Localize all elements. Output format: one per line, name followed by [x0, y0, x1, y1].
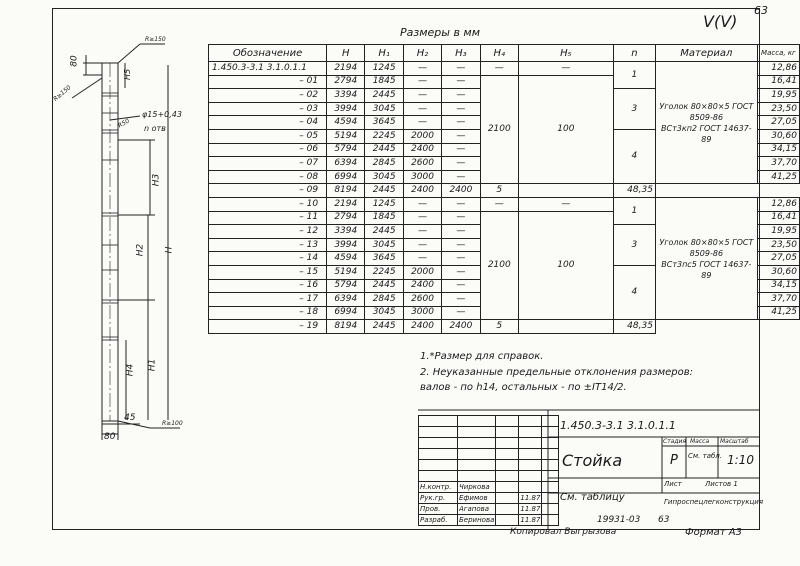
cell-h5: 100 — [518, 211, 613, 320]
cell-mass: 27,05 — [757, 252, 799, 266]
cell-material-empty — [518, 320, 613, 334]
cell-h2: 2600 — [403, 293, 441, 307]
footer-page-number: 63 — [658, 515, 670, 525]
cell-h1: 3645 — [365, 116, 403, 130]
cell-h5: — — [518, 62, 613, 76]
cell-h1: 3045 — [365, 238, 403, 252]
cell-h3: — — [442, 225, 480, 239]
cell-mass: 23,50 — [757, 238, 799, 252]
cell-h2: 3000 — [403, 170, 441, 184]
cell-h: 4594 — [327, 116, 365, 130]
cell-mass: 48,35 — [613, 320, 655, 334]
hole-diameter-label: φ15+0,43 — [142, 110, 182, 119]
cell-h1: 3045 — [365, 306, 403, 320]
cell-designation: – 07 — [209, 157, 327, 171]
cell-mass: 48,35 — [613, 184, 655, 198]
page-corner-number: 63 — [754, 4, 768, 17]
cell-h1: 3045 — [365, 170, 403, 184]
signer-name: Агапова — [458, 504, 496, 515]
cell-h3: — — [442, 116, 480, 130]
cell-h2: — — [403, 102, 441, 116]
cell-h5: 100 — [518, 75, 613, 184]
material-a-line2: ВСт3кп2 ГОСТ 14637-89 — [661, 123, 752, 144]
cell-h1: 1845 — [365, 211, 403, 225]
role-label: Разраб. — [419, 515, 458, 526]
note-1: 1.*Размер для справок. — [420, 351, 544, 362]
cell-h1: 1245 — [365, 197, 403, 211]
note-2-line2: валов - по h14, остальных - по ±IT14/2. — [420, 382, 627, 393]
radius-50-label: R50 — [117, 117, 131, 130]
cell-h: 3394 — [327, 225, 365, 239]
cell-h3: — — [442, 157, 480, 171]
material-a-line1: Уголок 80×80×5 ГОСТ 8509-86 — [659, 101, 754, 122]
cell-h3: 2400 — [442, 320, 480, 334]
cell-h: 5194 — [327, 129, 365, 143]
cell-mass: 34,15 — [757, 143, 799, 157]
cell-designation: – 17 — [209, 293, 327, 307]
cell-h3: — — [442, 102, 480, 116]
cell-h2: 2400 — [403, 279, 441, 293]
col-header-h4: H₄ — [480, 45, 518, 62]
dim-h2-label: H2 — [135, 243, 146, 257]
cell-h2: — — [403, 75, 441, 89]
cell-material-empty — [518, 184, 613, 198]
cell-h1: 2845 — [365, 157, 403, 171]
dim-h-label: H — [164, 246, 175, 254]
sign-date: 11.87 — [520, 494, 541, 502]
cell-h: 8194 — [327, 184, 365, 198]
cell-h: 5194 — [327, 265, 365, 279]
col-header-designation: Обозначение — [209, 45, 327, 62]
dim-h1-label: H1 — [147, 358, 158, 372]
cell-h: 6394 — [327, 157, 365, 171]
cell-h1: 3045 — [365, 102, 403, 116]
cell-h: 2194 — [327, 197, 365, 211]
cell-h2: 2000 — [403, 265, 441, 279]
table-row — [209, 184, 800, 198]
cell-h3: — — [442, 252, 480, 266]
cell-h5: — — [518, 197, 613, 211]
cell-h3: — — [442, 143, 480, 157]
cell-mass: 19,95 — [757, 225, 799, 239]
scale-header: Масштаб — [720, 438, 749, 445]
cell-h1: 2445 — [365, 320, 403, 334]
cell-h2: 2400 — [403, 184, 441, 198]
cell-h1: 2445 — [365, 89, 403, 103]
mass-value: См. табл. — [688, 452, 723, 460]
cell-h1: 1845 — [365, 75, 403, 89]
cell-h: 6394 — [327, 293, 365, 307]
cell-h2: — — [403, 252, 441, 266]
cell-h1: 2445 — [365, 143, 403, 157]
cell-h2: — — [403, 116, 441, 130]
cell-h1: 2445 — [365, 184, 403, 198]
scale-value: 1:10 — [727, 453, 754, 467]
col-header-h5: H₅ — [518, 45, 613, 62]
cell-n: 4 — [613, 265, 655, 319]
cell-n: 5 — [480, 184, 518, 198]
cell-h4: — — [480, 197, 518, 211]
signer-name: Ефимов — [458, 493, 496, 504]
cell-h1: 2445 — [365, 279, 403, 293]
cell-n: 1 — [613, 62, 655, 89]
cell-h1: 1245 — [365, 62, 403, 76]
sheet-label: Лист — [664, 480, 682, 488]
cell-designation: – 19 — [209, 320, 327, 334]
stamp-mark: V(V) — [703, 12, 738, 31]
cell-designation: – 03 — [209, 102, 327, 116]
table-row — [209, 197, 800, 211]
cell-h: 6994 — [327, 306, 365, 320]
cell-material-a — [655, 62, 757, 184]
table-title: Размеры в мм — [400, 26, 481, 39]
cell-h2: 2400 — [403, 143, 441, 157]
cell-n: 3 — [613, 89, 655, 130]
copied-by: Копировал Выгрызова — [510, 527, 617, 537]
role-label: Пров. — [419, 504, 458, 515]
cell-designation: – 12 — [209, 225, 327, 239]
sign-date — [519, 482, 542, 493]
cell-h3: 2400 — [442, 184, 480, 198]
cell-mass: 30,60 — [757, 265, 799, 279]
cell-h3: — — [442, 265, 480, 279]
doc-code: 1.450.3-3.1 3.1.0.1.1 — [560, 419, 676, 432]
cell-h: 8194 — [327, 320, 365, 334]
cell-mass: 12,86 — [757, 62, 799, 76]
sign-date: 11.87 — [520, 516, 541, 524]
col-header-h: H — [327, 45, 365, 62]
cell-h2: 2400 — [403, 320, 441, 334]
col-header-n: n — [613, 45, 655, 62]
cell-h2: 2600 — [403, 157, 441, 171]
radius-top-label: R≥150 — [145, 36, 166, 43]
part-name: Стойка — [562, 451, 623, 470]
dimensions-table — [208, 44, 800, 334]
cell-h: 5794 — [327, 279, 365, 293]
cell-designation: – 15 — [209, 265, 327, 279]
cell-h3: — — [442, 211, 480, 225]
cell-mass: 41,25 — [757, 306, 799, 320]
table-header-row — [209, 45, 800, 62]
cell-designation: – 08 — [209, 170, 327, 184]
cell-designation: – 16 — [209, 279, 327, 293]
cell-n: 1 — [613, 197, 655, 224]
cell-h4: 2100 — [480, 75, 518, 184]
cell-h2: 3000 — [403, 306, 441, 320]
cell-designation: – 05 — [209, 129, 327, 143]
sheets-label: Листов 1 — [705, 480, 738, 488]
cell-h3: — — [442, 197, 480, 211]
cell-designation: – 01 — [209, 75, 327, 89]
cell-mass: 41,25 — [757, 170, 799, 184]
cell-h2: — — [403, 238, 441, 252]
role-label: Рук.гр. — [419, 493, 458, 504]
dim-h3-label: H3 — [151, 173, 162, 187]
material-ref: См. таблицу — [560, 492, 625, 503]
cell-designation: – 09 — [209, 184, 327, 198]
cell-h3: — — [442, 306, 480, 320]
note-2-line1: 2. Неуказанные предельные отклонения размеров: — [420, 367, 694, 378]
cell-mass: 37,70 — [757, 293, 799, 307]
table-row — [209, 62, 800, 76]
signer-name: Беринова — [459, 516, 495, 524]
cell-mass: 23,50 — [757, 102, 799, 116]
sign-date: 11.87 — [520, 505, 541, 513]
dim-80b-label: 80 — [104, 432, 116, 442]
dim-h5-label: H5 — [123, 68, 133, 81]
cell-h: 5794 — [327, 143, 365, 157]
cell-h: 2794 — [327, 211, 365, 225]
cell-h2: 2000 — [403, 129, 441, 143]
dim-80-label: 80 — [69, 55, 80, 67]
dim-45-label: 45 — [124, 413, 136, 423]
col-header-h1: H₁ — [365, 45, 403, 62]
cell-h3: — — [442, 129, 480, 143]
cell-h3: — — [442, 62, 480, 76]
cell-h2: — — [403, 225, 441, 239]
cell-h: 3994 — [327, 238, 365, 252]
cell-h: 3394 — [327, 89, 365, 103]
col-header-h2: H₂ — [403, 45, 441, 62]
mass-header: Масса — [690, 438, 710, 445]
cell-mass: 16,41 — [757, 211, 799, 225]
hole-count-label: n отв — [144, 124, 166, 133]
cell-mass: 27,05 — [757, 116, 799, 130]
cell-designation: – 18 — [209, 306, 327, 320]
cell-h1: 2445 — [365, 225, 403, 239]
cell-mass: 12,86 — [757, 197, 799, 211]
cell-mass: 34,15 — [757, 279, 799, 293]
cell-h4: 2100 — [480, 211, 518, 320]
cell-h1: 2845 — [365, 293, 403, 307]
material-b-line1: Уголок 80×80×5 ГОСТ 8509-86 — [659, 237, 754, 258]
cell-h: 4594 — [327, 252, 365, 266]
col-header-material: Материал — [655, 45, 757, 62]
cell-h2: — — [403, 62, 441, 76]
organization: Гипроспецлегконструкция — [664, 498, 764, 506]
cell-h1: 2245 — [365, 129, 403, 143]
cell-h3: — — [442, 89, 480, 103]
cell-h: 2794 — [327, 75, 365, 89]
cell-designation: 1.450.3-3.1 3.1.0.1.1 — [209, 62, 327, 76]
cell-mass: 37,70 — [757, 157, 799, 171]
cell-designation: – 14 — [209, 252, 327, 266]
cell-mass: 30,60 — [757, 129, 799, 143]
cell-h2: — — [403, 89, 441, 103]
cell-designation: – 02 — [209, 89, 327, 103]
cell-h: 2194 — [327, 62, 365, 76]
cell-h1: 2245 — [365, 265, 403, 279]
cell-mass: 19,95 — [757, 89, 799, 103]
cell-designation: – 06 — [209, 143, 327, 157]
cell-n: 5 — [480, 320, 518, 334]
cell-h2: — — [403, 211, 441, 225]
col-header-mass: Масса, кг — [757, 45, 799, 62]
cell-designation: – 11 — [209, 211, 327, 225]
role-label: Н.контр. — [419, 482, 458, 493]
radius-bottom-label: R≥100 — [162, 420, 183, 427]
cell-h3: — — [442, 238, 480, 252]
cell-h4: — — [480, 62, 518, 76]
stage-header: Стадия — [663, 438, 687, 445]
stage-value: Р — [670, 453, 678, 468]
signer-name: Чиркова — [458, 482, 496, 493]
material-b-line2: ВСт3пс5 ГОСТ 14637-89 — [661, 259, 752, 280]
cell-designation: – 13 — [209, 238, 327, 252]
cell-h: 3994 — [327, 102, 365, 116]
cell-h3: — — [442, 75, 480, 89]
radius-left-label: R≥150 — [52, 84, 73, 103]
cell-material-b — [655, 197, 757, 319]
col-header-h3: H₃ — [442, 45, 480, 62]
signature-grid — [418, 415, 559, 526]
cell-mass: 16,41 — [757, 75, 799, 89]
cell-n: 4 — [613, 129, 655, 183]
dim-h4-label: H4 — [125, 363, 136, 377]
cell-h3: — — [442, 170, 480, 184]
paper-format: Формат А3 — [685, 527, 742, 538]
cell-h3: — — [442, 279, 480, 293]
cell-n: 3 — [613, 225, 655, 266]
cell-h: 6994 — [327, 170, 365, 184]
cell-h1: 3645 — [365, 252, 403, 266]
cell-designation: – 10 — [209, 197, 327, 211]
cell-h2: — — [403, 197, 441, 211]
cell-designation: – 04 — [209, 116, 327, 130]
table-row — [209, 320, 800, 334]
cell-h3: — — [442, 293, 480, 307]
inventory-number: 19931-03 — [597, 515, 641, 525]
